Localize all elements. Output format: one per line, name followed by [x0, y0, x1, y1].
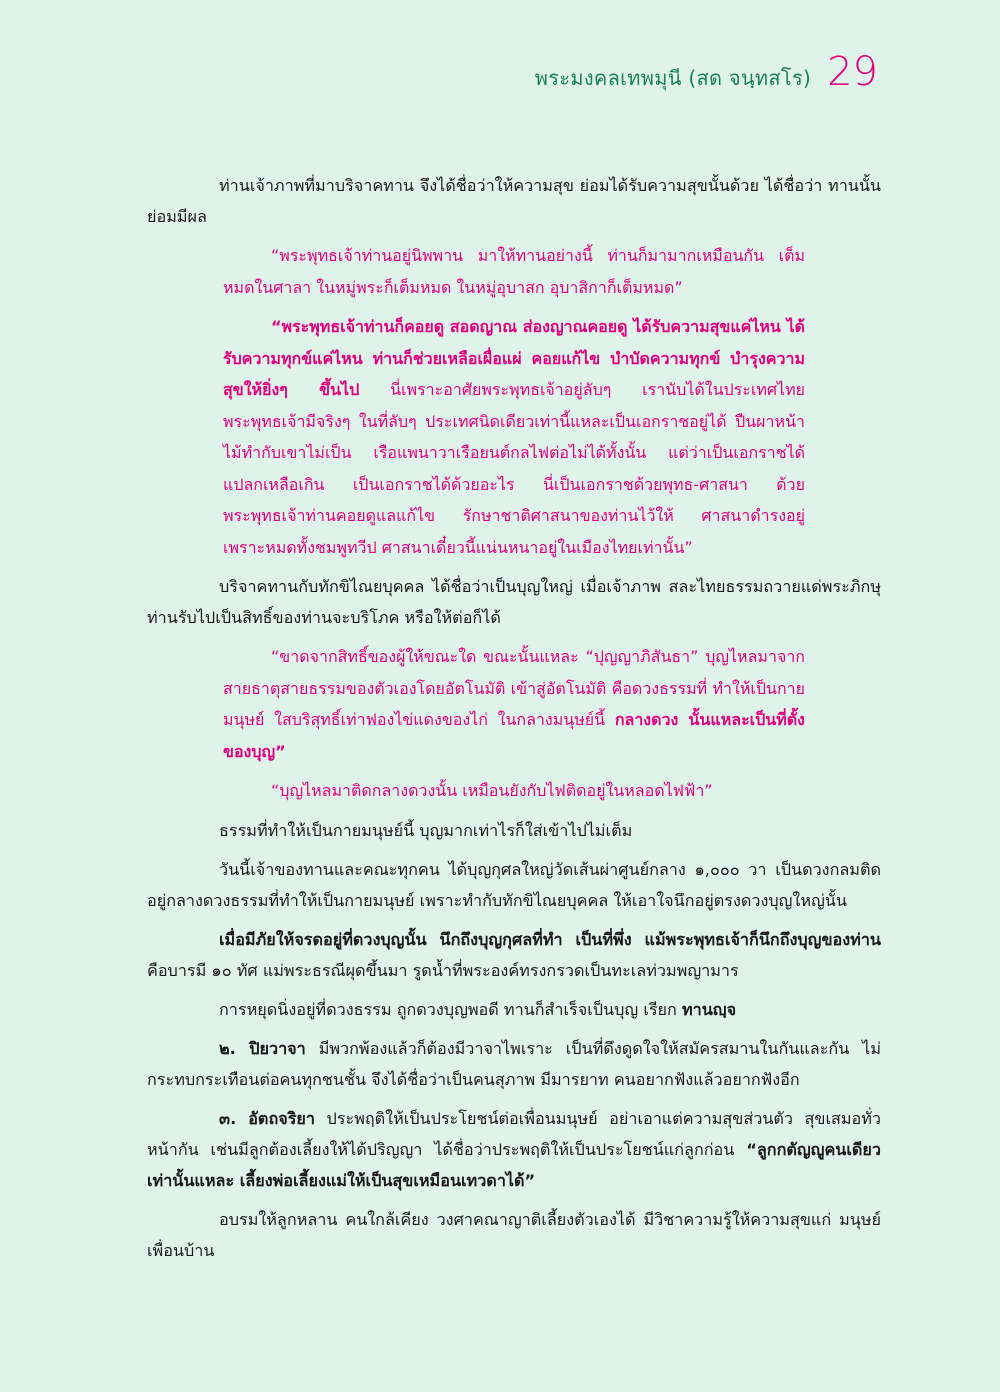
- body-text: [147, 170, 881, 1274]
- paragraph-1: ท่านเจ้าภาพที่มาบริจาคทาน จึงได้ชื่อว่าให้ความสุข ย่อมได้รับความสุขนั้นด้วย ได้ชื่อว่า ทานนั้นย่อมมีผล: [147, 176, 881, 226]
- paragraph-9: อบรมให้ลูกหลาน คนใกล้เคียง วงศาคณาญาติเลี้ยงตัวเองได้ มีวิชาความรู้ให้ความสุขแก่ มนุษย์เพื่อนบ้าน: [147, 1209, 881, 1260]
- quote-1-text: “พระพุทธเจ้าท่านอยู่นิพพาน มาให้ทานอย่างนี้ ท่านก็มามากเหมือนกัน เต็มหมดในศาลา ในหมู่พระก็เต็มหมด ในหมู่อุบาสก อุบาสิกาก็เต็มหมด”: [223, 246, 805, 297]
- paragraph-8-bold-quote: “ลูกกตัญญูคนเดียวเท่านั้นแหละ เลี้ยงพ่อเลี้ยงแม่ให้เป็นสุขเหมือนเทวดาได้”: [147, 1139, 881, 1190]
- paragraph-8: [147, 1103, 881, 1196]
- quote-4: [223, 775, 805, 807]
- paragraph-5: [147, 924, 881, 986]
- paragraph-7-text: มีพวกพ้องแล้วก็ต้องมีวาจาไพเราะ เป็นที่ดึงดูดใจให้สมัครสมานในกันและกัน ไม่กระทบกระเทือนต่อคนทุกชนชั้น จึงได้ชื่อว่าเป็นคนสุภาพ มีมารยาท คนอยากฟังแล้วอยากฟังอีก: [147, 1038, 881, 1089]
- quote-2-bold: “พระพุทธเจ้าท่านก็คอยดู สอดญาณ ส่องญาณคอยดู ได้รับความสุขแค่ไหน ได้รับความทุกข์แค่ไหน ท่านก็ช่วยเหลือเผื่อแผ่ คอยแก้ไข บำบัดความทุกข์ บำรุงความสุขให้ยิ่งๆ ขึ้นไป: [223, 317, 805, 399]
- paragraph-4: วันนี้เจ้าของทานและคณะทุกคน ได้บุญกุศลใหญ่วัดเส้นผ่าศูนย์กลาง ๑,๐๐๐ วา เป็นดวงกลมติดอยู่กลางดวงธรรมที่ทำให้เป็นกายมนุษย์ เพราะทำกับทักขิไณยบุคคล ให้เอาใจนึกอยู่ตรงดวงบุญใหญ่นั้น: [147, 859, 881, 910]
- quote-1: [223, 240, 805, 303]
- page-number: 29: [827, 49, 878, 95]
- quote-3-text: “ขาดจากสิทธิ์ของผู้ให้ขณะใด ขณะนั้นแหละ “ปุญญาภิสันธา” บุญไหลมาจากสายธาตุสายธรรมของตัวเองโดยอัตโนมัติ เข้าสู่อัตโนมัติ คือดวงธรรมที่ ทำให้เป็นกายมนุษย์ ใสบริสุทธิ์เท่าฟองไข่แดงของไก่ ในกลางมนุษย์นี้: [223, 647, 805, 729]
- paragraph-3: ธรรมที่ทำให้เป็นกายมนุษย์นี้ บุญมากเท่าไรก็ใส่เข้าไปไม่เต็ม: [219, 820, 633, 840]
- paragraph-2: บริจาคทานกับทักขิไณยบุคคล ได้ชื่อว่าเป็นบุญใหญ่ เมื่อเจ้าภาพ สละไทยธรรมถวายแด่พระภิกษุ ท่านรับไปเป็นสิทธิ์ของท่านจะบริโภค หรือให้ต่อก็ได้: [147, 577, 881, 627]
- quote-4-text: “บุญไหลมาติดกลางดวงนั้น เหมือนยังกับไฟติดอยู่ในหลอดไฟฟ้า”: [271, 781, 713, 800]
- paragraph-5-bold: เมื่อมีภัยให้จรดอยู่ที่ดวงบุญนั้น นึกถึงบุญกุศลที่ทำ เป็นที่พึ่ง แม้พระพุทธเจ้าก็นึกถึงบุญของท่าน: [219, 929, 881, 949]
- paragraph-6-text: การหยุดนิ่งอยู่ที่ดวงธรรม ถูกดวงบุญพอดี ทานก็สำเร็จเป็นบุญ เรียก: [219, 999, 682, 1019]
- page-header: [534, 49, 878, 95]
- paragraph-8-bold: ๓. อัตถจริยา: [219, 1108, 316, 1128]
- paragraph-5-text: คือบารมี ๑๐ ทัศ แม่พระธรณีผุดขึ้นมา รูดน้ำที่พระองค์ทรงกรวดเป็นทะเลท่วมพญามาร: [147, 960, 739, 980]
- paragraph-6-bold: ทานญฺจ: [681, 999, 737, 1019]
- quote-2: [223, 311, 805, 563]
- quote-3: [223, 641, 805, 767]
- paragraph-7: [147, 1033, 881, 1095]
- paragraph-7-bold: ๒. ปิยวาจา: [219, 1038, 306, 1058]
- running-title: พระมงคลเทพมุนี (สด จนฺทสโร): [534, 66, 812, 90]
- quote-3-bold: กลางดวง นั้นแหละเป็นที่ตั้งของบุญ”: [223, 710, 805, 761]
- paragraph-8-text: ประพฤติให้เป็นประโยชน์ต่อเพื่อนมนุษย์ อย่าเอาแต่ความสุขส่วนตัว สุขเสมอทั่วหน้ากัน เช่นมีลูกต้องเลี้ยงให้ได้ปริญญา ได้ชื่อว่าประพฤติให้เป็นประโยชน์แก่ลูกก่อน: [147, 1108, 882, 1159]
- paragraph-6: [147, 994, 881, 1025]
- quote-2-text: นี่เพราะอาศัยพระพุทธเจ้าอยู่ลับๆ เรานับได้ในประเทศไทย พระพุทธเจ้ามีจริงๆ ในที่ลับๆ ประเทศนิดเดียวเท่านี้แหละเป็นเอกราชอยู่ได้ ปืนผาหน้าไม้ทำกับเขาไม่เป็น เรือแพนาวาเรือยนต์กลไฟต่อไม่ได้ทั้งนั้น แต่ว่าเป็นเอกราชได้ แปลกเหลือเกิน เป็นเอกราชได้ด้วยอะไร นี่เป็นเอกราชด้วยพุทธ-ศาสนา ด้วยพระพุทธเจ้าท่านคอยดูแลแก้ไข รักษาชาติศาสนาของท่านไว้ให้ ศาสนาดำรงอยู่ เพราะหมดทั้งชมพูทวีป ศาสนาเดี๋ยวนี้แน่นหนาอยู่ในเมืองไทยเท่านั้น”: [223, 380, 805, 557]
